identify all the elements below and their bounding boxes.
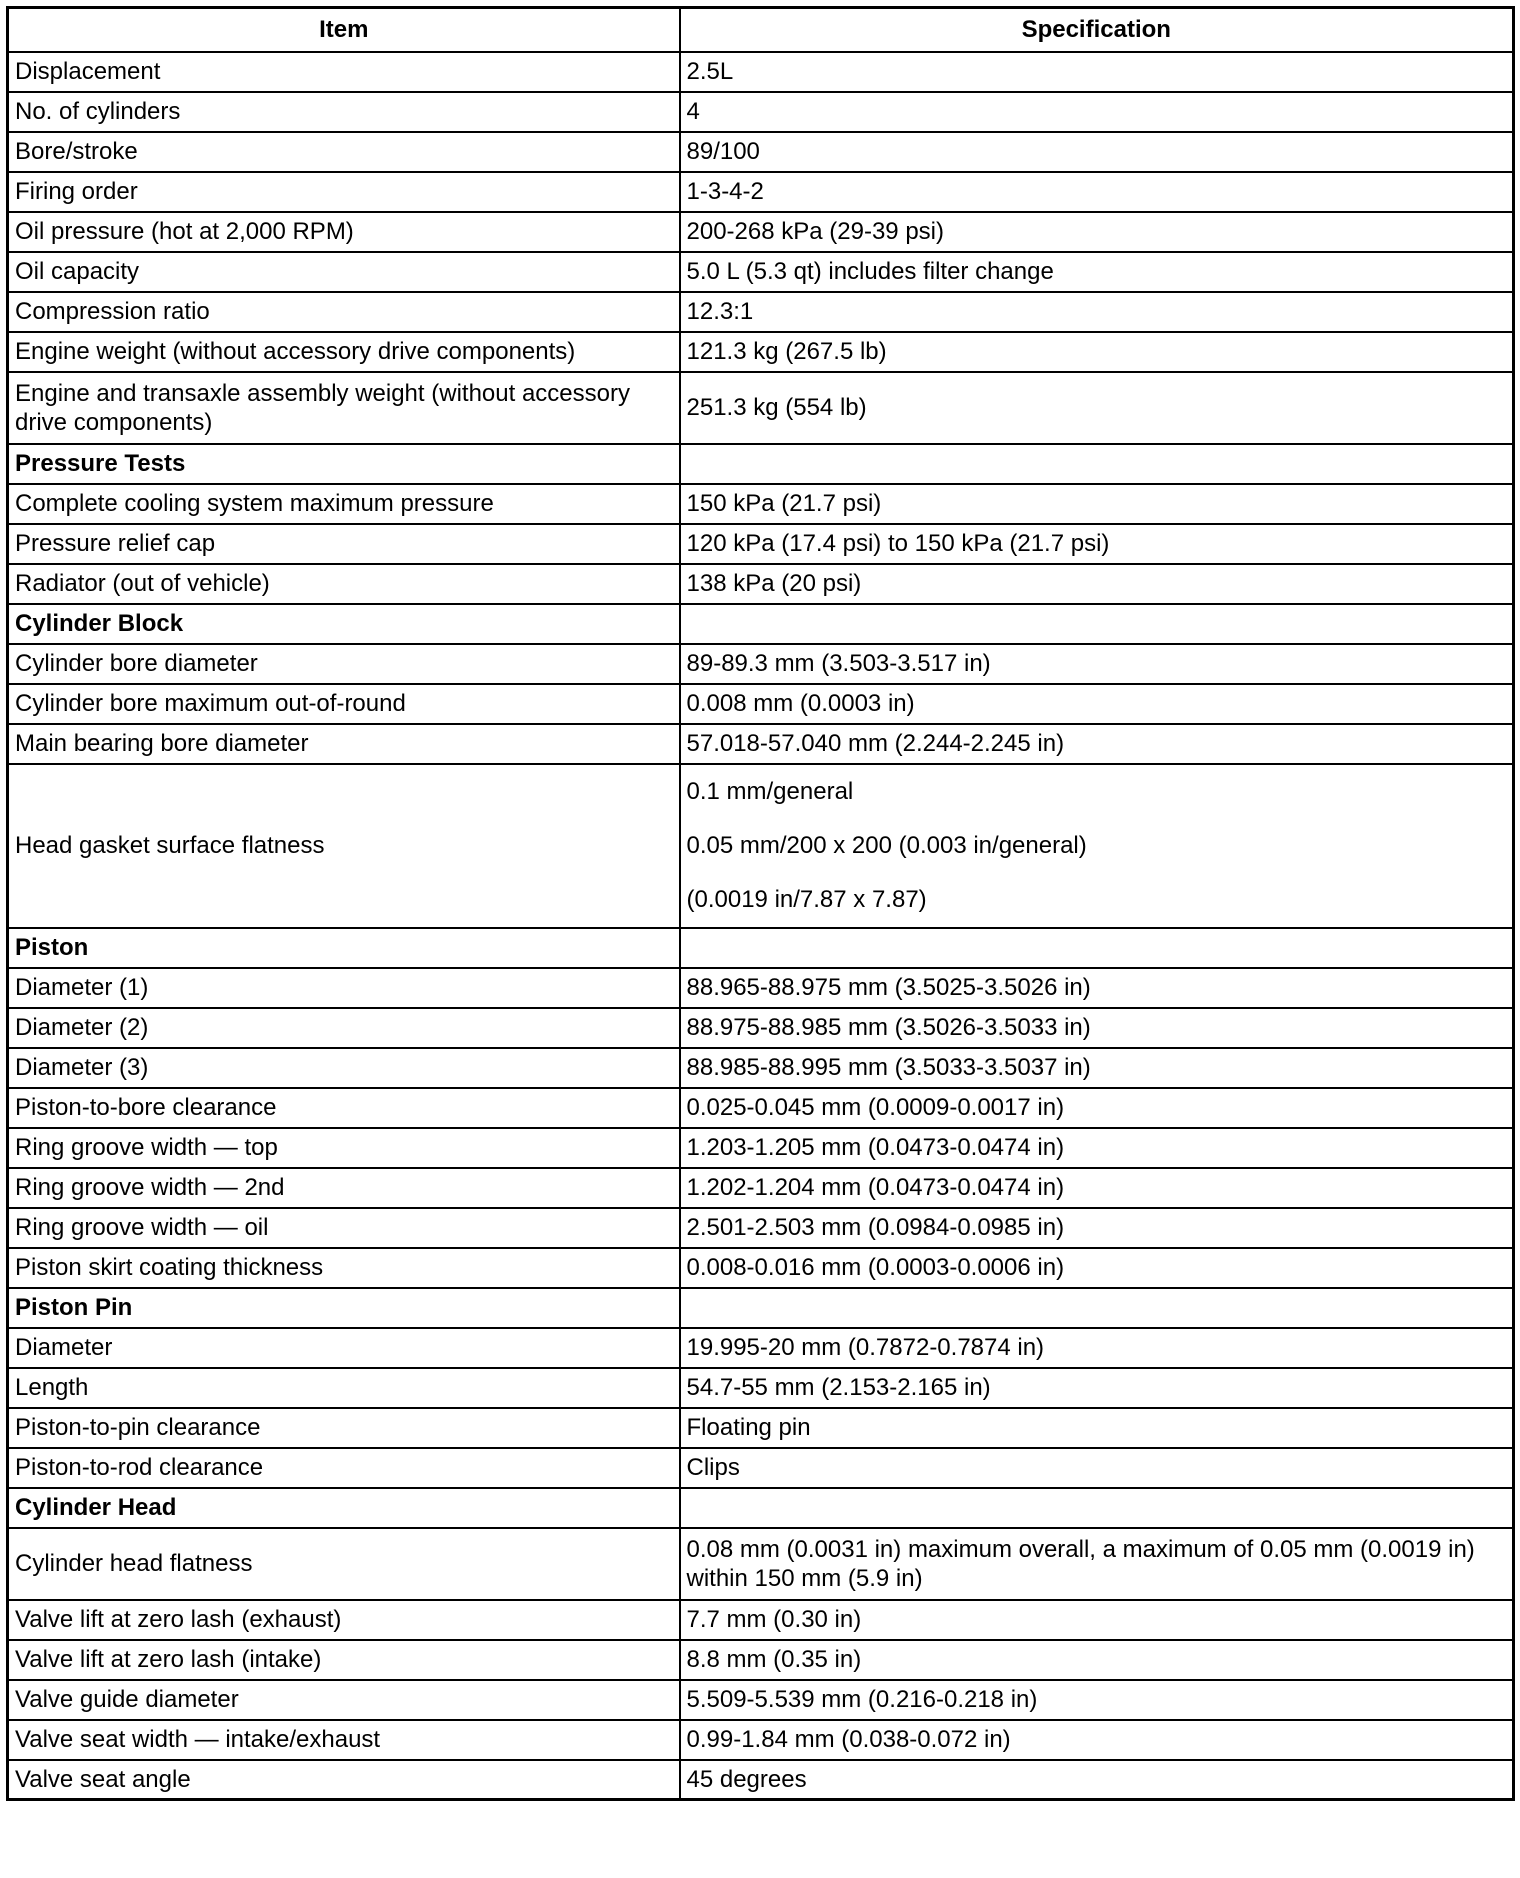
- table-row: [8, 1600, 1514, 1640]
- item-cell: Valve seat width — intake/exhaust: [8, 1720, 680, 1760]
- table-row: [8, 1088, 1514, 1128]
- table-row: [8, 524, 1514, 564]
- specification-cell: [680, 764, 1514, 928]
- specification-cell: 5.509-5.539 mm (0.216-0.218 in): [680, 1680, 1514, 1720]
- table-row: [8, 1408, 1514, 1448]
- item-cell: Length: [8, 1368, 680, 1408]
- specification-cell: 54.7-55 mm (2.153-2.165 in): [680, 1368, 1514, 1408]
- item-cell: Compression ratio: [8, 292, 680, 332]
- table-body: [8, 52, 1514, 1800]
- table-row: [8, 1760, 1514, 1800]
- item-cell: Bore/stroke: [8, 132, 680, 172]
- item-cell: Engine weight (without accessory drive components): [8, 332, 680, 372]
- item-cell: Piston-to-pin clearance: [8, 1408, 680, 1448]
- specification-cell: 1.202-1.204 mm (0.0473-0.0474 in): [680, 1168, 1514, 1208]
- specification-cell: 120 kPa (17.4 psi) to 150 kPa (21.7 psi): [680, 524, 1514, 564]
- table-row: [8, 1248, 1514, 1288]
- item-cell: Engine and transaxle assembly weight (without accessory drive components): [8, 372, 680, 444]
- item-cell: Diameter: [8, 1328, 680, 1368]
- specification-cell: 0.008-0.016 mm (0.0003-0.0006 in): [680, 1248, 1514, 1288]
- table-row: [8, 928, 1514, 968]
- item-cell: Complete cooling system maximum pressure: [8, 484, 680, 524]
- specification-cell: 138 kPa (20 psi): [680, 564, 1514, 604]
- engine-spec-table: [6, 6, 1515, 1801]
- table-row: [8, 1008, 1514, 1048]
- table-row: [8, 1488, 1514, 1528]
- specification-cell: 89-89.3 mm (3.503-3.517 in): [680, 644, 1514, 684]
- table-row: [8, 172, 1514, 212]
- specification-cell: 200-268 kPa (29-39 psi): [680, 212, 1514, 252]
- item-cell: Ring groove width — 2nd: [8, 1168, 680, 1208]
- item-cell: Oil pressure (hot at 2,000 RPM): [8, 212, 680, 252]
- table-row: [8, 1208, 1514, 1248]
- section-heading: Cylinder Block: [8, 604, 680, 644]
- specification-cell: 4: [680, 92, 1514, 132]
- table-row: [8, 644, 1514, 684]
- section-heading: Cylinder Head: [8, 1488, 680, 1528]
- section-heading: Piston Pin: [8, 1288, 680, 1328]
- section-heading: Piston: [8, 928, 680, 968]
- item-cell: Piston-to-bore clearance: [8, 1088, 680, 1128]
- table-row: [8, 292, 1514, 332]
- header-specification: Specification: [680, 8, 1514, 52]
- specification-cell: [680, 444, 1514, 484]
- specification-cell: 121.3 kg (267.5 lb): [680, 332, 1514, 372]
- item-cell: Cylinder bore diameter: [8, 644, 680, 684]
- table-row: [8, 764, 1514, 928]
- table-row: [8, 1288, 1514, 1328]
- table-row: [8, 1680, 1514, 1720]
- specification-cell: 45 degrees: [680, 1760, 1514, 1800]
- specification-cell: 5.0 L (5.3 qt) includes filter change: [680, 252, 1514, 292]
- item-cell: Ring groove width — top: [8, 1128, 680, 1168]
- table-row: [8, 1328, 1514, 1368]
- specification-cell: 2.5L: [680, 52, 1514, 92]
- specification-cell: Floating pin: [680, 1408, 1514, 1448]
- table-row: [8, 1448, 1514, 1488]
- item-cell: Diameter (3): [8, 1048, 680, 1088]
- specification-cell: 8.8 mm (0.35 in): [680, 1640, 1514, 1680]
- specification-cell: 0.08 mm (0.0031 in) maximum overall, a maximum of 0.05 mm (0.0019 in) within 150 mm (5.9 in): [680, 1528, 1514, 1600]
- header-item: Item: [8, 8, 680, 52]
- item-cell: Displacement: [8, 52, 680, 92]
- specification-cell: 1-3-4-2: [680, 172, 1514, 212]
- table-row: [8, 92, 1514, 132]
- item-cell: Piston-to-rod clearance: [8, 1448, 680, 1488]
- table-header-row: [8, 8, 1514, 52]
- item-cell: Valve lift at zero lash (exhaust): [8, 1600, 680, 1640]
- table-row: [8, 968, 1514, 1008]
- table-row: [8, 252, 1514, 292]
- table-row: [8, 724, 1514, 764]
- specification-cell: 88.985-88.995 mm (3.5033-3.5037 in): [680, 1048, 1514, 1088]
- item-cell: No. of cylinders: [8, 92, 680, 132]
- item-cell: Pressure relief cap: [8, 524, 680, 564]
- item-cell: Firing order: [8, 172, 680, 212]
- specification-cell: 251.3 kg (554 lb): [680, 372, 1514, 444]
- table-row: [8, 1128, 1514, 1168]
- specification-cell: Clips: [680, 1448, 1514, 1488]
- item-cell: Piston skirt coating thickness: [8, 1248, 680, 1288]
- specification-cell: 88.975-88.985 mm (3.5026-3.5033 in): [680, 1008, 1514, 1048]
- item-cell: Valve lift at zero lash (intake): [8, 1640, 680, 1680]
- table-row: [8, 1528, 1514, 1600]
- table-row: [8, 372, 1514, 444]
- table-row: [8, 604, 1514, 644]
- table-row: [8, 684, 1514, 724]
- specification-cell: 0.008 mm (0.0003 in): [680, 684, 1514, 724]
- table-row: [8, 52, 1514, 92]
- table-row: [8, 132, 1514, 172]
- specification-cell: 0.99-1.84 mm (0.038-0.072 in): [680, 1720, 1514, 1760]
- item-cell: Oil capacity: [8, 252, 680, 292]
- specification-line: (0.0019 in/7.87 x 7.87): [686, 885, 927, 913]
- specification-cell: [680, 604, 1514, 644]
- item-cell: Cylinder bore maximum out-of-round: [8, 684, 680, 724]
- item-cell: Radiator (out of vehicle): [8, 564, 680, 604]
- specification-cell: 2.501-2.503 mm (0.0984-0.0985 in): [680, 1208, 1514, 1248]
- item-cell: Cylinder head flatness: [8, 1528, 680, 1600]
- item-cell: Head gasket surface flatness: [8, 764, 680, 928]
- item-cell: Valve guide diameter: [8, 1680, 680, 1720]
- table-row: [8, 444, 1514, 484]
- specification-cell: 89/100: [680, 132, 1514, 172]
- specification-cell: [680, 1288, 1514, 1328]
- item-cell: Diameter (2): [8, 1008, 680, 1048]
- table-row: [8, 1720, 1514, 1760]
- specification-cell: 12.3:1: [680, 292, 1514, 332]
- table-row: [8, 1048, 1514, 1088]
- section-heading: Pressure Tests: [8, 444, 680, 484]
- specification-lines: [687, 765, 1507, 927]
- table-row: [8, 332, 1514, 372]
- specification-cell: 150 kPa (21.7 psi): [680, 484, 1514, 524]
- specification-cell: 19.995-20 mm (0.7872-0.7874 in): [680, 1328, 1514, 1368]
- specification-line: 0.05 mm/200 x 200 (0.003 in/general): [686, 831, 1087, 859]
- table-row: [8, 1168, 1514, 1208]
- specification-cell: [680, 928, 1514, 968]
- specification-line: 0.1 mm/general: [686, 777, 854, 805]
- table-row: [8, 1368, 1514, 1408]
- table-row: [8, 564, 1514, 604]
- item-cell: Valve seat angle: [8, 1760, 680, 1800]
- specification-cell: [680, 1488, 1514, 1528]
- table-row: [8, 484, 1514, 524]
- item-cell: Ring groove width — oil: [8, 1208, 680, 1248]
- specification-cell: 57.018-57.040 mm (2.244-2.245 in): [680, 724, 1514, 764]
- specification-cell: 0.025-0.045 mm (0.0009-0.0017 in): [680, 1088, 1514, 1128]
- item-cell: Main bearing bore diameter: [8, 724, 680, 764]
- specification-cell: 1.203-1.205 mm (0.0473-0.0474 in): [680, 1128, 1514, 1168]
- specification-cell: 7.7 mm (0.30 in): [680, 1600, 1514, 1640]
- specification-cell: 88.965-88.975 mm (3.5025-3.5026 in): [680, 968, 1514, 1008]
- table-row: [8, 1640, 1514, 1680]
- table-row: [8, 212, 1514, 252]
- spec-sheet: [6, 6, 1512, 1801]
- item-cell: Diameter (1): [8, 968, 680, 1008]
